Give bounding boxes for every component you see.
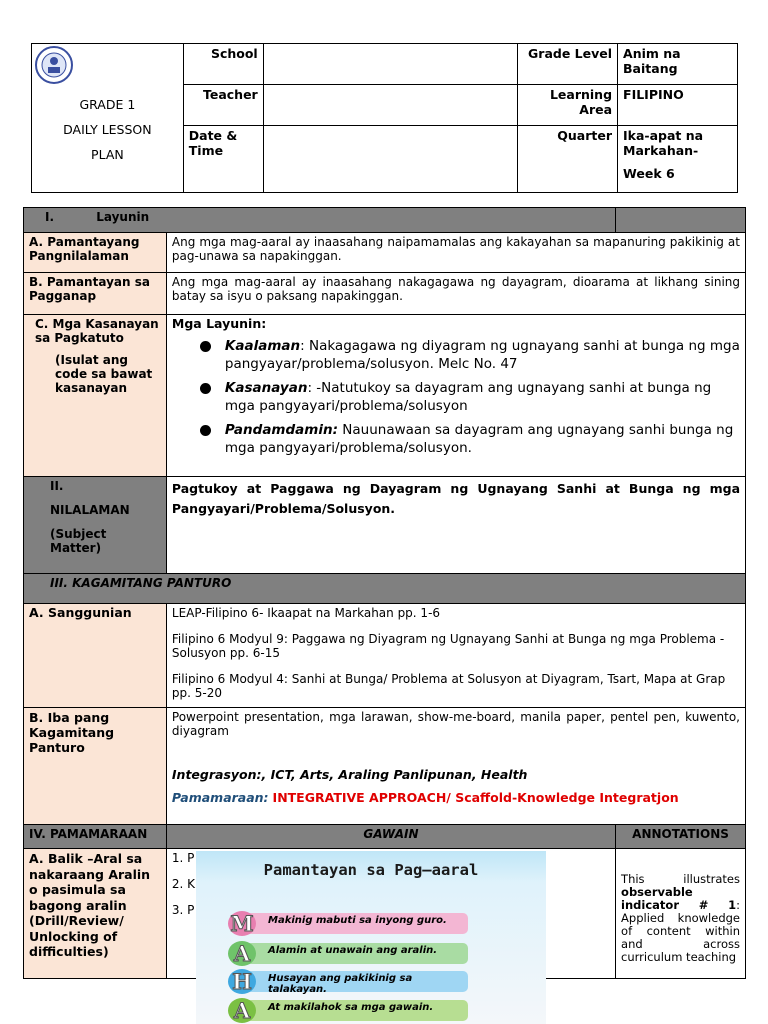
other-materials-label: B. Iba pang Kagamitang Panturo	[24, 708, 167, 825]
grade-line-2: DAILY LESSON	[63, 121, 152, 137]
knowledge-text: : Nakagagawa ng diyagram ng ugnayang sanhi at bunga ng mga pangyayar/problema/solusyon. Melc No. 47	[224, 338, 740, 372]
objectives-title: Layunin	[96, 210, 150, 224]
activity-1: 1. P	[171, 851, 195, 865]
reference-1: LEAP-Filipino 6- Ikaapat na Markahan pp. 1-6	[171, 606, 441, 620]
poster-row-h	[228, 969, 468, 994]
skill-text: : -Natutukoy sa dayagram ang ugnayang sanhi at bunga ng mga pangyayari/problema/solusyon	[224, 380, 712, 414]
bullet-icon	[200, 383, 211, 394]
objectives-num: I.	[45, 210, 55, 224]
content-standard-text: Ang mga mag-aaral ay inaasahang naipamamalas ang kakayahan sa mapanuring pakikinig at pag-unawa sa napakinggan.	[166, 233, 745, 273]
content-standard-label: A. Pamantayang Pangnilalaman	[24, 233, 167, 273]
quarter-label: Quarter	[518, 126, 618, 193]
poster-letter-1: M	[228, 911, 256, 936]
competencies-note: (Isulat ang code sa bawat kasanayan	[55, 353, 153, 395]
poster-bar-1: Makinig mabuti sa inyong guro.	[246, 913, 468, 934]
poster-title: Pamantayan sa Pag–aaral	[263, 861, 479, 879]
learning-area-label: Learning Area	[518, 85, 618, 126]
bullet-icon	[200, 425, 211, 436]
competencies-label: C. Mga Kasanayan sa Pagkatuto	[35, 317, 159, 345]
affective-term: Pandamdamin:	[224, 422, 338, 438]
performance-standard-label: B. Pamantayan sa Pagganap	[24, 273, 167, 315]
materials-heading: III. KAGAMITANG PANTURO	[24, 574, 746, 604]
competencies-body	[166, 315, 745, 477]
poster-row-a2	[228, 998, 468, 1023]
subject-matter-sub: (Subject Matter)	[50, 527, 107, 555]
annotation-pre: This illustrates	[621, 872, 740, 886]
knowledge-objective	[200, 337, 740, 373]
affective-objective	[200, 421, 740, 457]
method-value: INTEGRATIVE APPROACH/ Scaffold-Knowledge Integratjon	[272, 790, 679, 805]
poster-letter-3: H	[228, 969, 256, 994]
grade-level-value: Anim na Baitang	[618, 44, 738, 85]
poster-row-m	[228, 911, 468, 936]
competencies-cell	[24, 315, 167, 477]
activity-3: 3. P	[171, 903, 195, 917]
grade-cell	[32, 44, 184, 193]
integration-text: Integrasyon:, ICT, Arts, Araling Panlipunan, Health	[171, 767, 528, 782]
poster-letter-4: A	[228, 998, 256, 1023]
references-body	[166, 604, 745, 708]
school-value[interactable]	[263, 44, 517, 85]
knowledge-term: Kaalaman	[224, 338, 301, 354]
grade-line-3: PLAN	[91, 146, 124, 162]
annotation-indicator: observable indicator # 1	[621, 885, 737, 912]
quarter-value	[618, 126, 738, 193]
other-materials-text: Powerpoint presentation, mga larawan, show-me-board, manila paper, pentel pen, kuwento, diyagram	[171, 710, 740, 738]
annotation-cell	[616, 849, 746, 979]
objectives-list-heading: Mga Layunin:	[171, 316, 267, 331]
date-label: Date & Time	[183, 126, 263, 193]
bullet-icon	[200, 341, 211, 352]
school-label: School	[183, 44, 263, 85]
performance-standard-text: Ang mga mag-aaral ay inaasahang nakagagawa ng dayagram, dioarama at likhang sining batay sa isyu o paksang napakinggan.	[166, 273, 745, 315]
reference-3: Filipino 6 Modyul 4: Sanhi at Bunga/ Problema at Solusyon at Diyagram, Tsart, Mapa at Grap pp. 5-20	[171, 672, 726, 700]
poster-bar-2: Alamin at unawain ang aralin.	[246, 943, 468, 964]
skill-objective	[200, 379, 740, 415]
subject-matter-cell	[24, 477, 167, 574]
method-line	[172, 791, 740, 805]
poster-bar-3: Husayan ang pakikinig sa talakayan.	[246, 971, 468, 992]
objectives-heading	[24, 208, 616, 233]
quarter-value-1: Ika-apat na Markahan-	[623, 128, 704, 158]
annotation-post: : Applied knowledge of content within and across curriculum teaching	[621, 898, 740, 964]
procedure-col-2: GAWAIN	[166, 825, 615, 849]
method-label: Pamamaraan:	[171, 790, 269, 805]
activity-2: 2. K	[171, 877, 196, 891]
skill-term: Kasanayan	[224, 380, 308, 396]
other-materials-body	[166, 708, 745, 825]
grade-line-1: GRADE 1	[79, 96, 136, 112]
procedure-col-1: IV. PAMAMARAAN	[24, 825, 167, 849]
reference-2: Filipino 6 Modyul 9: Paggawa ng Diyagram ng Ugnayang Sanhi at Bunga ng mga Problema -Solusyon pp. 6-15	[171, 632, 725, 660]
affective-text: Nauunawaan sa dayagram ang ugnayang sanhi bunga ng mga pangyayari/problema/solusyon.	[224, 422, 734, 456]
poster-bar-4: At makilahok sa mga gawain.	[246, 1000, 468, 1021]
date-value[interactable]	[263, 126, 517, 193]
grade-level-label: Grade Level	[518, 44, 618, 85]
subject-matter-label: NILALAMAN	[50, 503, 130, 517]
subject-matter-text: Pagtukoy at Paggawa ng Dayagram ng Ugnayang Sanhi at Bunga ng mga Pangyayari/Problema/Solusyon.	[166, 477, 745, 574]
learning-area-value: FILIPINO	[618, 85, 738, 126]
procedure-col-3: ANNOTATIONS	[616, 825, 746, 849]
classroom-rules-poster	[196, 851, 546, 1024]
teacher-label: Teacher	[183, 85, 263, 126]
subject-matter-num: II.	[50, 479, 64, 493]
header-table	[31, 43, 738, 193]
objectives-heading-blank	[616, 208, 746, 233]
poster-row-a1	[228, 941, 468, 966]
quarter-value-2: Week 6	[623, 166, 675, 181]
poster-letter-2: A	[228, 941, 256, 966]
references-label: A. Sanggunian	[24, 604, 167, 708]
teacher-value[interactable]	[263, 85, 517, 126]
review-label: A. Balik –Aral sa nakaraang Aralin o pasimula sa bagong aralin (Drill/Review/ Unlocking of difficulties)	[24, 849, 167, 979]
